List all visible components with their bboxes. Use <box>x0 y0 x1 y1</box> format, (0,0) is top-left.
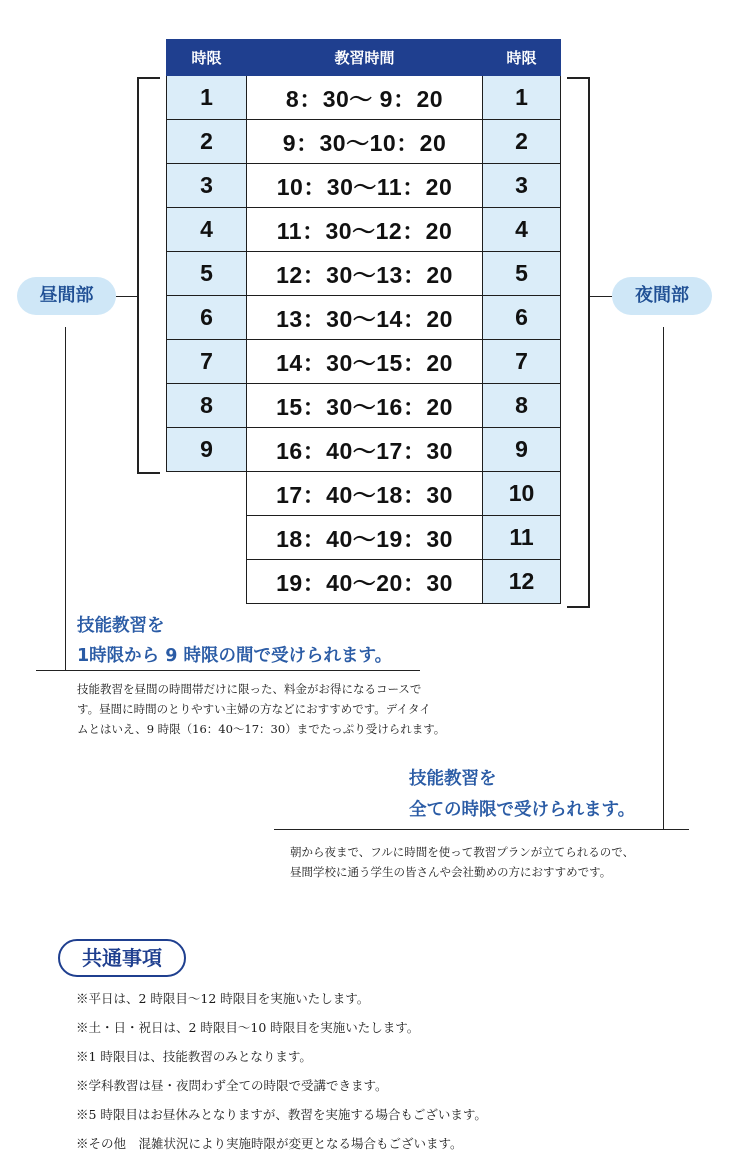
time-cell: 13：30～14：20 <box>247 296 483 340</box>
night-underline <box>274 829 689 830</box>
empty-cell <box>167 560 247 604</box>
night-section-label: 夜間部 <box>612 277 712 315</box>
table-row <box>167 120 561 164</box>
time-cell: 9：30～10：20 <box>247 120 483 164</box>
header-night-period: 時限 <box>483 40 561 76</box>
day-section-label: 昼間部 <box>17 277 116 315</box>
night-connector <box>590 296 612 297</box>
day-headline-2: 1時限から 9 時限の間で受けられます。 <box>77 646 393 666</box>
day-period-cell: 2 <box>167 120 247 164</box>
night-period-cell: 1 <box>483 76 561 120</box>
time-cell: 10：30～11：20 <box>247 164 483 208</box>
empty-cell <box>167 472 247 516</box>
night-period-cell: 8 <box>483 384 561 428</box>
header-day-period: 時限 <box>167 40 247 76</box>
table-row <box>167 472 561 516</box>
day-period-cell: 3 <box>167 164 247 208</box>
night-period-cell: 9 <box>483 428 561 472</box>
time-cell: 15：30～16：20 <box>247 384 483 428</box>
note-item: ※学科教習は昼・夜問わず全ての時限で受講できます。 <box>76 1078 388 1093</box>
day-bracket <box>137 77 139 474</box>
common-section-title: 共通事項 <box>58 939 186 977</box>
table-row <box>167 208 561 252</box>
day-bracket-top <box>137 77 160 79</box>
time-cell: 16：40～17：30 <box>247 428 483 472</box>
note-item: ※その他 混雑状況により実施時限が変更となる場合もございます。 <box>76 1136 463 1151</box>
common-notes-list <box>76 990 487 1164</box>
note-item: ※1 時限目は、技能教習のみとなります。 <box>76 1049 312 1064</box>
night-headline-1: 技能教習を <box>409 769 497 789</box>
night-desc-2: 昼間学校に通う学生の皆さんや会社勤めの方におすすめです。 <box>290 865 612 879</box>
table-row <box>167 164 561 208</box>
night-bracket-top <box>567 77 590 79</box>
empty-cell <box>167 516 247 560</box>
night-period-cell: 7 <box>483 340 561 384</box>
note-item: ※5 時限目はお昼休みとなりますが、教習を実施する場合もございます。 <box>76 1107 487 1122</box>
table-row <box>167 560 561 604</box>
day-period-cell: 9 <box>167 428 247 472</box>
day-desc-1: 技能教習を昼間の時間帯だけに限った、料金がお得になるコースで <box>77 682 422 696</box>
day-vertical-line <box>65 327 66 670</box>
day-underline <box>36 670 420 671</box>
day-period-cell: 7 <box>167 340 247 384</box>
night-period-cell: 10 <box>483 472 561 516</box>
note-item: ※平日は、2 時限目～12 時限目を実施いたします。 <box>76 991 370 1006</box>
day-bracket-bottom <box>137 472 160 474</box>
table-row <box>167 76 561 120</box>
day-period-cell: 4 <box>167 208 247 252</box>
night-period-cell: 5 <box>483 252 561 296</box>
night-vertical-line <box>663 327 664 830</box>
night-bracket-bottom <box>567 606 590 608</box>
table-row <box>167 428 561 472</box>
table-row <box>167 296 561 340</box>
night-period-cell: 6 <box>483 296 561 340</box>
time-cell: 8：30～ 9：20 <box>247 76 483 120</box>
header-time: 教習時間 <box>247 40 483 76</box>
night-headline-2: 全ての時限で受けられます。 <box>409 800 636 820</box>
schedule-table <box>166 39 561 604</box>
time-cell: 18：40～19：30 <box>247 516 483 560</box>
day-headline-1: 技能教習を <box>77 616 165 636</box>
table-row <box>167 516 561 560</box>
time-cell: 11：30～12：20 <box>247 208 483 252</box>
table-row <box>167 384 561 428</box>
night-period-cell: 4 <box>483 208 561 252</box>
table-header-row <box>167 40 561 76</box>
day-desc-2: す。昼間に時間のとりやすい主婦の方などにおすすめです。デイタイ <box>77 702 431 716</box>
day-period-cell: 6 <box>167 296 247 340</box>
night-period-cell: 3 <box>483 164 561 208</box>
day-connector <box>116 296 137 297</box>
table-row <box>167 252 561 296</box>
note-item: ※土・日・祝日は、2 時限目～10 時限目を実施いたします。 <box>76 1020 420 1035</box>
night-desc-1: 朝から夜まで、フルに時間を使って教習プランが立てられるので、 <box>290 845 635 859</box>
time-cell: 12：30～13：20 <box>247 252 483 296</box>
night-bracket <box>588 77 590 608</box>
night-period-cell: 2 <box>483 120 561 164</box>
time-cell: 17：40～18：30 <box>247 472 483 516</box>
time-cell: 14：30～15：20 <box>247 340 483 384</box>
night-period-cell: 11 <box>483 516 561 560</box>
day-desc-3: ムとはいえ、9 時限（16：40～17：30）までたっぷり受けられます。 <box>77 722 446 736</box>
day-period-cell: 1 <box>167 76 247 120</box>
day-period-cell: 8 <box>167 384 247 428</box>
day-period-cell: 5 <box>167 252 247 296</box>
night-period-cell: 12 <box>483 560 561 604</box>
time-cell: 19：40～20：30 <box>247 560 483 604</box>
table-row <box>167 340 561 384</box>
